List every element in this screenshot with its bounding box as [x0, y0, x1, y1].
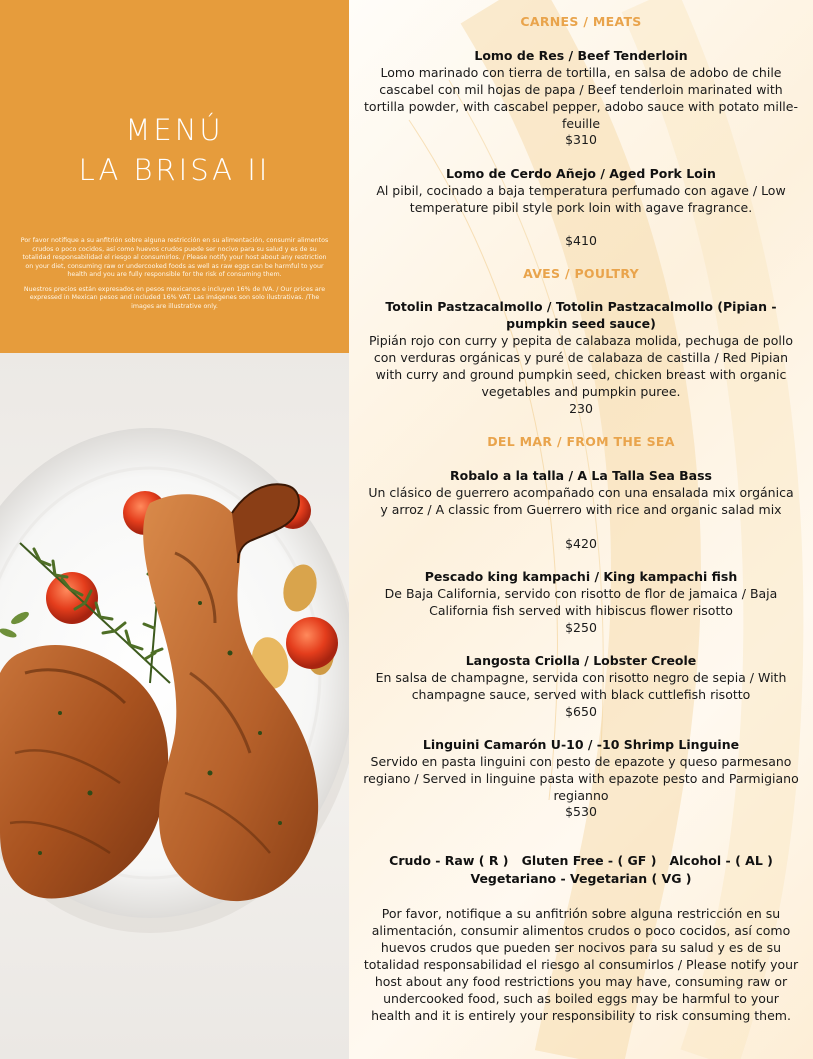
dish-name-robalo: Robalo a la talla / A La Talla Sea Bass [450, 468, 712, 483]
dish-name-langosta: Langosta Criolla / Lobster Creole [465, 653, 697, 668]
dish-price-kampachi: $250 [565, 620, 597, 635]
dish-price-langosta: $650 [565, 704, 597, 719]
menu-content-panel [349, 0, 813, 1059]
allergy-notice: Por favor, notifique a su anfitrión sobre alguna restricción en su alimentación, consumir alimentos crudos o poco cocidos, así como huevos crudos que pueden ser nocivos para su salud y es de su totalidad responsabilidad el riesgo al consumirlos / Please notify your host about any food restrictions you may have, consuming raw or undercooked food, such as boiled eggs may be harmful to your health and it is entirely your responsibility to risk consuming them. [363, 906, 799, 1023]
section-title-meats: CARNES / MEATS [520, 14, 642, 29]
dish-description-langosta: En salsa de champagne, servida con risotto negro de sepia / With champagne sauce, served with black cuttlefish risotto [375, 670, 787, 702]
dish-price-pork: $410 [565, 233, 597, 248]
dish-description-pork: Al pibil, cocinado a baja temperatura perfumado con agave / Low temperature pibil style pork loin with agave fragrance. [376, 183, 786, 215]
dish-name-pork: Lomo de Cerdo Añejo / Aged Pork Loin [446, 166, 716, 181]
section-title-sea: DEL MAR / FROM THE SEA [487, 434, 675, 449]
decorative-background [349, 0, 813, 1059]
dietary-legend [363, 852, 799, 888]
left-panel [0, 0, 349, 1059]
dish-name-kampachi: Pescado king kampachi / King kampachi fish [424, 569, 738, 584]
food-photo [0, 353, 349, 1059]
pork-chop-plate-illustration [0, 353, 349, 1059]
legend-line-1: Crudo - Raw ( R ) Gluten Free - ( GF ) Alcohol - ( AL ) [389, 853, 773, 868]
dish-description-totolin: Pipián rojo con curry y pepita de calabaza molida, pechuga de pollo con verduras orgánicas y puré de calabaza de castilla / Red Pipian with curry and ground pumpkin seed, chicken breast with organic vegetables and pumpkin puree. [369, 333, 793, 399]
dish-description-linguini: Servido en pasta linguini con pesto de epazote y queso parmesano regiano / Served in linguine pasta with epazote pesto and Parmigiano regianno [363, 754, 799, 803]
dish-price-robalo: $420 [565, 536, 597, 551]
tomato [46, 572, 98, 624]
menu-title-line1: MENÚ [125, 113, 224, 147]
dish-description-kampachi: De Baja California, servido con risotto de flor de jamaica / Baja California fish served with hibiscus flower risotto [384, 586, 778, 618]
dish-description-beef: Lomo marinado con tierra de tortilla, en salsa de adobo de chile cascabel con mil hojas de papa / Beef tenderloin marinated with tortilla powder, with cascabel pepper, adobo sauce with potato mille-feuille [364, 65, 798, 131]
legend-line-2: Vegetariano - Vegetarian ( VG ) [470, 871, 692, 886]
menu-title [0, 110, 349, 190]
section-title-poultry: AVES / POULTRY [523, 266, 639, 281]
dish-name-totolin: Totolin Pastzacalmollo / Totolin Pastzacalmollo (Pipian - pumpkin seed sauce) [385, 299, 777, 331]
dish-price-totolin: 230 [569, 401, 593, 416]
tomato [286, 617, 338, 669]
small-disclaimer-paragraph-1: Por favor notifique a su anfitrión sobre alguna restricción en su alimentación, consumir alimentos crudos o poco cocidos, así como huevos crudos puede ser nocivo para su salud y es de su totalidad responsabilidad el riesgo al consumirlos. / Please notify your host about any restriction on your diet, consuming raw or undercooked foods as well as raw eggs can be harmful to your health and you are fully responsible for the risk of consuming them. [20, 237, 329, 278]
dish-name-linguini: Linguini Camarón U-10 / -10 Shrimp Linguine [422, 737, 740, 752]
menu-title-line2: LA BRISA II [78, 153, 271, 187]
title-block [0, 0, 349, 353]
dish-description-robalo: Un clásico de guerrero acompañado con una ensalada mix orgánica y arroz / A classic from Guerrero with rice and organic salad mix [368, 485, 794, 517]
dish-name-beef: Lomo de Res / Beef Tenderloin [474, 48, 688, 63]
dish-price-beef: $310 [565, 132, 597, 147]
dish-price-linguini: $530 [565, 804, 597, 819]
small-disclaimer [18, 237, 331, 317]
small-disclaimer-paragraph-2: Nuestros precios están expresados en pesos mexicanos e incluyen 16% de IVA. / Our prices are expressed in Mexican pesos and included 16% VAT. Las imágenes son solo ilustrativas. /The images are illustrative only. [23, 285, 326, 310]
